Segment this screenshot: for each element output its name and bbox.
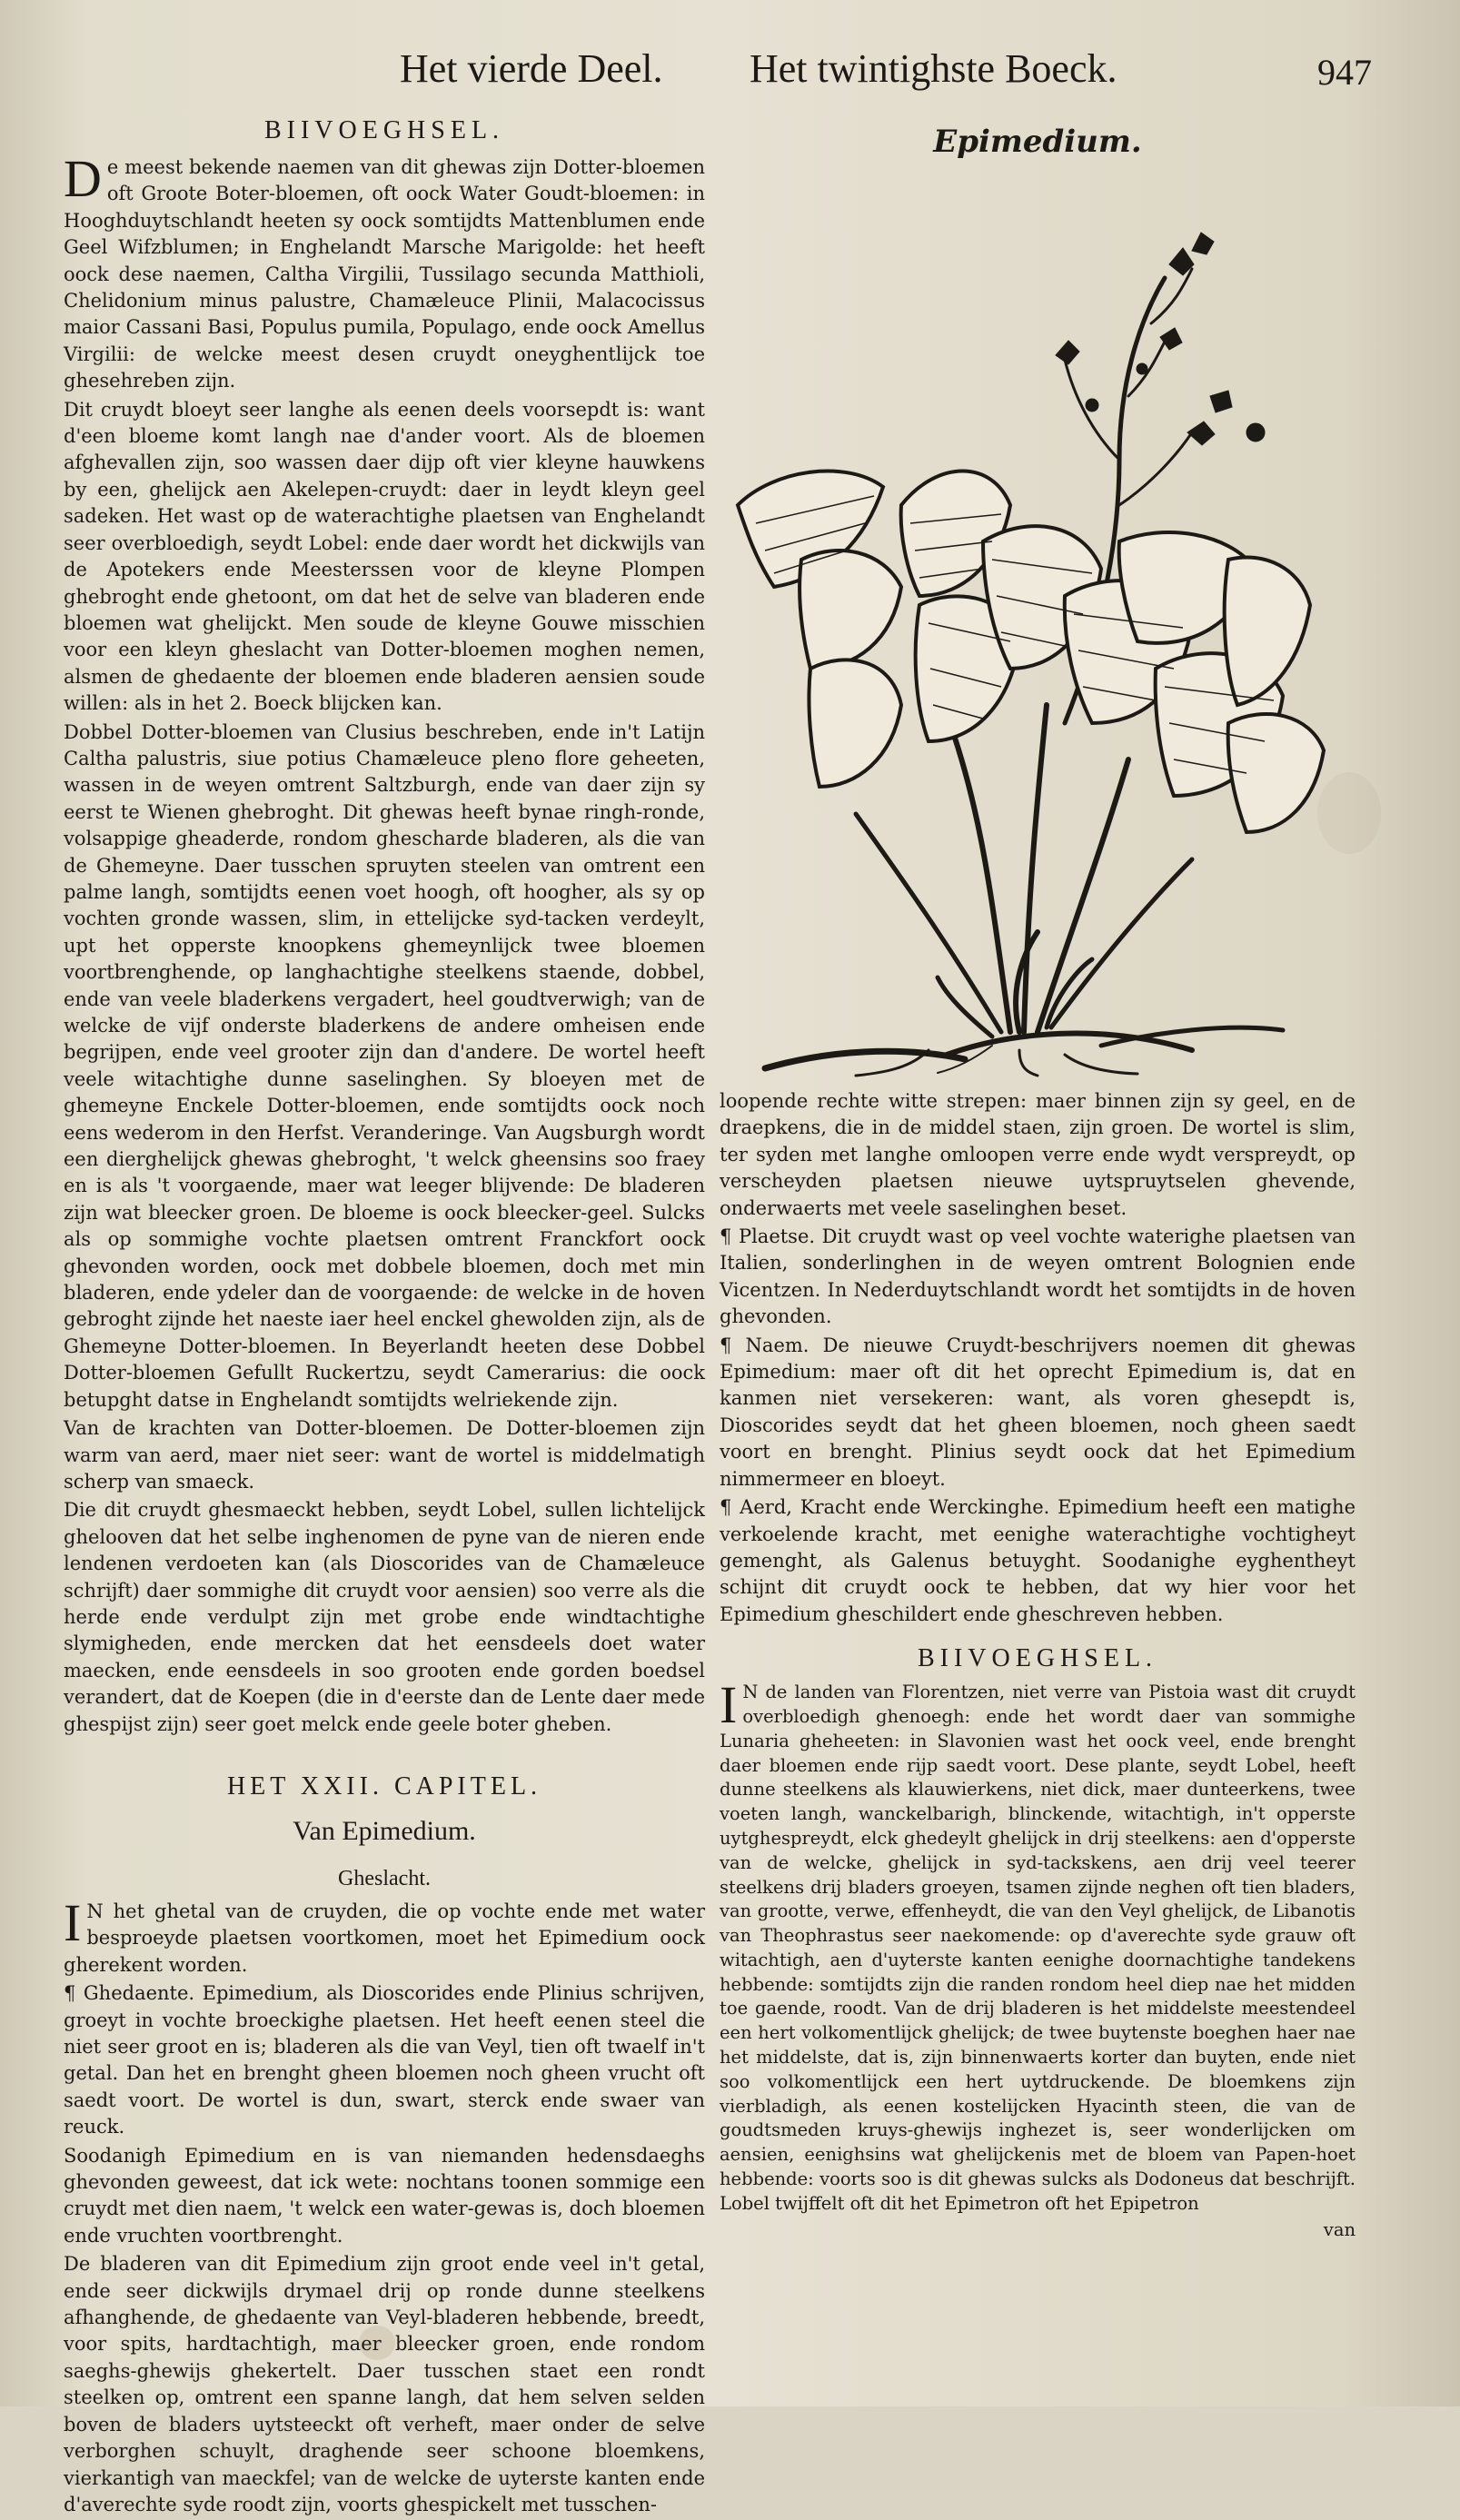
section-body xyxy=(720,1675,1356,2242)
paragraph: De bladeren van dit Epimedium zijn groot ende veel in't getal, ende seer dickwijls drymael drij op ronde dunne steelkens afhanghende, de ghedaente van Veyl-bladeren hebbende, breedt, voor spits, hardtachtigh, maer bleecker groen, ende rondom saeghs-ghewijs ghekertelt. Daer tusschen staet een rondt steelken op, omtrent een spanne langh, dat hem selven selden boven de bladers uytsteeckt oft verheft, maer onder de selve verborghen schuylt, draghende seer schoone bloemkens, vierkantigh van maeckfel; van de welcke de uyterste kanten ende d'averechte syde roodt zijn, voorts ghespickelt met tusschen- xyxy=(64,2253,705,2515)
header-book: Het twintighste Boeck. xyxy=(750,46,1117,91)
paragraph: ¶ Aerd, Kracht ende Werckinghe. Epimedium heeft een matighe verkoelende kracht, met eenighe waterachtighe vochtigheyt gemenght, als Galenus betuyght. Soodanighe eyghentheyt schijnt dit cruydt oock te hebben, dat wy hier voor het Epimedium gheschildert ende gheschreven hebben. xyxy=(720,1496,1356,1625)
left-column xyxy=(64,116,705,2520)
header-part: Het vierde Deel. xyxy=(400,46,663,91)
subsection-heading: Gheslacht. xyxy=(338,1866,431,1890)
paragraph: I N het ghetal van de cruyden, die op vochte ende met water besproeyde plaetsen voortkomen, moet het Epimedium oock gherekent worden. xyxy=(64,1892,705,1976)
paragraph: Van de krachten van Dotter-bloemen. De Dotter-bloemen zijn warm van aerd, maer niet seer: want de wortel is middelmatigh scherp van smaeck. xyxy=(64,1417,705,1493)
paragraph: ¶ Ghedaente. Epimedium, als Dioscorides ende Plinius schrijven, groeyt in vochte broeckighe plaetsen. Het heeft eenen steel die niet seer groot en is; bladeren als die van Veyl, tien oft twaelf in't getal. Dan het en brenght gheen bloemen noch gheen vrucht oft saedt voort. De wortel is dun, swart, sterck ende swaer van reuck. xyxy=(64,1982,705,2138)
chapter-subtitle: Van Epimedium. xyxy=(293,1815,476,1846)
paragraph: ¶ Plaetse. Dit cruydt wast op veel vochte waterighe plaetsen van Italien, sonderlinghen in de weyen omtrent Bolognien ende Vicentzen. In Nederduytschlandt wordt het somtijdts in de hoven ghevonden. xyxy=(720,1225,1356,1328)
paragraph: Dobbel Dotter-bloemen van Clusius beschreben, ende in't Latijn Caltha palustris, siue potius Chamæleuce pleno flore geheeten, wassen in de weyen omtrent Saltzburgh, ende van daer zijn sy eerst te Wienen ghebroght. Dit ghewas heeft bynae ringh-ronde, volsappige gheaderde, rondom ghescharde bladeren, als die van de Ghemeyne. Daer tusschen spruyten steelen van omtrent een palme langh, somtijdts eenen voet hoogh, oft hoogher, als sy op vochten gronde wassen, slim, in ettelijcke syd-tacken verdeylt, upt het opperste knoopkens ghemeynlijck twee bloemen voortbrenghende, op langhachtighe steelkens staende, dobbel, ende van veele bladerkens vergadert, heel goudtverwigh; van de welcke de vijf onderste bladerkens de andere omheisen ende begrijpen, ende veel grooter zijn dan d'andere. De wortel heeft veele witachtighe dunne saselinghen. Sy bloeyen met de ghemeyne Enckele Dotter-bloemen, ende somtijdts oock noch eens wederom in den Herfst. Veranderinge. Van Augsburgh wordt een dierghelijck ghewas ghebroght, 't welck gheensins soo fraey en is als 't voorgaende, maer wat leeger blijvende: De bladeren zijn wat bleecker groen. De bloeme is oock bleecker-geel. Sulcks als op sommighe vochte plaetsen omtrent Franckfort oock ghevonden worden, oock met dobbele bloemen, doch met min bladeren, ende ydeler dan de voorgaende: de welcke in de hoven gebroght zijnde het naeste iaer heel enckel ghewolden zijn, als de Ghemeyne Dotter-bloemen. In Beyerlandt heeten dese Dobbel Dotter-bloemen Gefullt Ruckertzu, seydt Camerarius: die oock betupght datse in Enghelandt somtijdts welriekende zijn. xyxy=(64,720,705,1411)
drop-initial: D xyxy=(64,149,102,208)
right-body xyxy=(720,1088,1356,1628)
paragraph: Dit cruydt bloeyt seer langhe als eenen deels voorsepdt is: want d'een bloeme komt langh nae d'ander voort. Als de bloemen afghevallen zijn, soo wassen daer dijp oft vier kleyne hauwkens by een, ghelijck aen Akelepen-cruydt: daer in leydt kleyn geel sadeken. Het wast op de waterachtighe plaetsen van Enghelandt seer overbloedigh, seydt Lobel: ende daer wordt het dickwijls van de Apotekers ende Meesterssen voor de kleyne Plompen ghebroght ende ghetoont, om dat het de selve van bladeren ende bloemen wat ghelijckt. Men soude de kleyne Gouwe misschien voor een kleyn gheslacht van Dotter-bloemen moghen nemen, alsmen de ghedaente der bloemen ende bladeren aensien soude willen: als in het 2. Boeck blijcken kan. xyxy=(64,398,705,715)
paragraph: I N de landen van Florentzen, niet verre van Pistoia wast dit cruydt overbloedigh ghenoegh: ende het wordt daer van sommighe Lunaria gheheeten: in Slavonien wast het oock veel, ende brenght daer bloemen ende rijp saedt voort. Dese plante, seydt Lobel, heeft dunne steelkens als klauwierkens, niet dick, maer dunteerkens, twee voeten langh, wanckelbarigh, blinckende, witachtigh, in't opperste uytghespreydt, elck ghedeylt ghelijck in drij steelkens: aen d'opperste van de welcke, ghelijck in syd-tackskens, aen drij veel teerer steelkens drij bladers groeyen, tsamen zijnde neghen oft tien bladers, van grootte, verwe, effenheydt, die van den Veyl ghelijck, de Libanotis van Theophrastus seer naekomende: op d'averechte syde grauw oft witachtigh, aen d'uyterste kanten eenighe doornachtighe tandekens hebbende: somtijdts zijn die randen rondom heel diep nae het midden toe gaende, roodt. Van de drij bladeren is het middelste meestendeel een hert volkomentlijck ghelijck; de twee buytenste boeghen haer nae het middelste, dat is, zijn binnenwaerts korter dan buyten, ende niet soo volkomentlijck een hert uytdruckende. De bloemkens zijn vierbladigh, als eenen kostelijcken Hyacinth steen, die van de goudtsmeden kruys-ghewijs inghezet is, seer wonderlijcken om aensien, eenighsins wat ghelijckenis met de bloem van Papen-hoet hebbende: voorts soo is dit ghewas sulcks als Dodoneus dat beschrijft. Lobel twijffelt oft dit het Epimetron oft het Epipetron xyxy=(720,1675,1356,2214)
illustration-title: Epimedium. xyxy=(933,124,1142,160)
chapter-body xyxy=(64,1892,705,2518)
drop-initial: I xyxy=(64,1892,82,1952)
section-body xyxy=(64,149,705,1738)
right-column xyxy=(720,116,1356,2244)
chapter-title: HET XXII. CAPITEL. xyxy=(226,1771,542,1801)
section-heading: BIIVOEGHSEL. xyxy=(917,1644,1158,1673)
running-head xyxy=(400,45,1372,109)
section-heading: BIIVOEGHSEL. xyxy=(263,116,505,144)
paragraph: De meest bekende naemen van dit ghewas zijn Dotter-bloemen oft Groote Boter-bloemen, oft oock Water Goudt-bloemen: in Hooghduytschlandt heeten sy oock somtijdts Mattenblumen ende Geel Wifzblumen; in Enghelandt Marsche Marigolde: het heeft oock dese naemen, Caltha Virgilii, Tussilago secunda Matthioli, Chelidonium minus palustre, Chamæleuce Plinii, Malacocissus maior Cassani Basi, Populus pumila, Populago, ende oock Amellus Virgilii: de welcke meest desen cruydt oneyghentlijck toe ghesehreben zijn. xyxy=(64,149,705,392)
catchword: van xyxy=(1323,2218,1356,2240)
epimedium-woodcut-illustration xyxy=(720,160,1356,1077)
paragraph: ¶ Naem. De nieuwe Cruydt-beschrijvers noemen dit ghewas Epimedium: maer oft dit het oprecht Epimedium is, dat en kanmen niet versekeren: want, als voren ghesepdt is, Dioscorides seydt dat het gheen bloemen, noch gheen saedt voort en brenght. Plinius seydt oock dat het Epimedium nimmermeer en bloeyt. xyxy=(720,1334,1356,1490)
paragraph: Die dit cruydt ghesmaeckt hebben, seydt Lobel, sullen lichtelijck ghelooven dat het selbe inghenomen de pyne van de nieren ende lendenen verdoeten kan (als Dioscorides van de Chamæleuce schrijft) daer sommighe dit cruydt voor aensien) soo verre als die herde ende verdulpt zijn met grobe ende windtachtighe slymigheden, ende mercken dat het eensdeels doet water maecken, ende eensdeels in soo grooten ende gorden boedsel verandert, dat de Koepen (die in d'eerste dan de Lente daer mede ghespijst zijn) seer goet melck ende geele boter gheben. xyxy=(64,1499,705,1735)
paragraph: Soodanigh Epimedium en is van niemanden hedensdaeghs ghevonden geweest, dat ick wete: nochtans toonen sommige een cruydt met dien naem, 't welck een water-gewas is, doch bloemen ende vruchten voortbrenght. xyxy=(64,2144,705,2247)
paragraph: loopende rechte witte strepen: maer binnen zijn sy geel, en de draepkens, die in de middel staen, zijn groen. De wortel is slim, ter syden met langhe omloopen verre ende wydt verspreydt, op verscheyden plaetsen nieuwe uytspruytselen ghevende, onderwaerts met veele saselinghen beset. xyxy=(720,1090,1356,1219)
page-number: 947 xyxy=(1317,52,1372,93)
drop-initial: I xyxy=(720,1675,738,1735)
